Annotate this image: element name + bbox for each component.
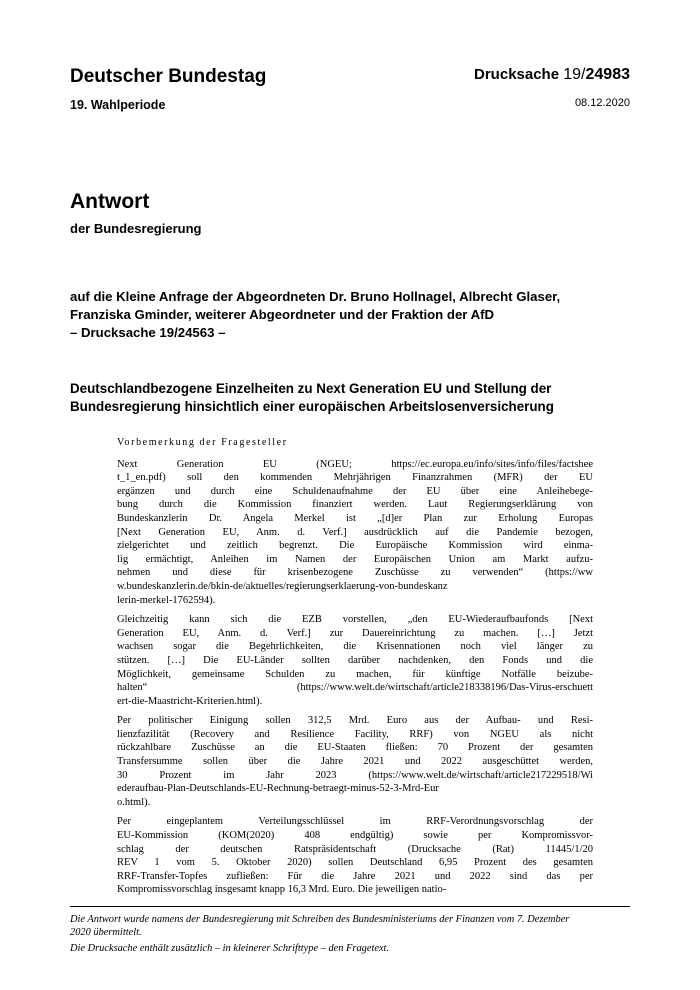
footnote-line: Die Drucksache enthält zusätzlich – in kleinerer Schrifttype – den Fragetext. [70, 943, 390, 954]
footnote-line: Die Antwort wurde namens der Bundesregierung mit Schreiben des Bundesministeriums der Finanzen vom 7. Dezember [70, 914, 570, 925]
paragraph-line: zielgerichtet und zeitlich begrenzt. Die Europäische Kommission wird einma- [117, 540, 593, 552]
paragraph-line: EU-Kommission (KOM(2020) 408 endgültig) sowie per Kompromissvor- [117, 830, 593, 842]
paragraph-line: Generation EU, Anm. d. Verf.] zur Dauereinrichtung zu machen. […] Jetzt [117, 627, 593, 639]
drucksache-prefix: 19/ [563, 66, 586, 83]
paragraph-line: Gleichzeitig kann sich die EZB vorstellen, „den EU-Wiederaufbaufonds [Next [117, 614, 593, 626]
body-paragraph [117, 714, 593, 809]
paragraph-line: o.html). [117, 796, 151, 808]
paragraph-line: bung durch die Kommission finanziert werden. Laut Regierungserklärung von [117, 499, 593, 511]
paragraph-line: t_1_en.pdf) soll den kommenden Mehrjährigen Finanzrahmen (MFR) der EU [117, 472, 593, 484]
paragraph-line: Next Generation EU (NGEU; https://ec.europa.eu/info/sites/info/files/factshee [117, 458, 593, 470]
paragraph-line: nehmen und diese für krisenbezogene Zuschüsse zu verwenden“ (https://ww [117, 567, 593, 579]
paragraph-line: ergänzen und durch eine Schuldenaufnahme der EU über eine Anleihebege- [117, 485, 593, 497]
paragraph-line: ert-die-Maastricht-Kriterien.html). [117, 695, 263, 707]
footnote-line: 2020 übermittelt. [70, 927, 142, 938]
footnote-divider [70, 906, 630, 907]
paragraph-line: Per eingeplantem Verteilungsschlüssel im RRF-Verordnungsvorschlag der [117, 816, 593, 828]
paragraph-line: Möglichkeit, gemeinsame Schulden zu machen, für künftige Notfälle beizube- [117, 668, 593, 680]
preliminary-remarks [117, 436, 593, 903]
paragraph-list [117, 458, 593, 897]
paragraph-line: 30 Prozent im Jahr 2023 (https://www.welt.de/wirtschaft/article217229518/Wi [117, 769, 593, 781]
paragraph-line: Bundeskanzlerin Dr. Angela Merkel ist „[d]er Plan zur Erholung Europas [117, 512, 593, 524]
document-subtitle: der Bundesregierung [70, 221, 202, 236]
body-paragraph [117, 458, 593, 608]
paragraph-line: lienzfazilität (Recovery and Resilience Facility, RRF) von NGEU als nicht [117, 728, 593, 740]
body-paragraph [117, 613, 593, 708]
drucksache-label: Drucksache [474, 66, 560, 83]
footnotes [70, 913, 650, 955]
legislative-period: 19. Wahlperiode [70, 98, 166, 112]
paragraph-line: schlag der deutschen Ratspräsidentschaft (Drucksache (Rat) 11445/1/20 [117, 843, 593, 855]
paragraph-line: RRF-Transfer-Topfes zufließen: Für die Jahre 2021 und 2022 sind das per [117, 870, 593, 882]
paragraph-line: Kompromissvorschlag insgesamt knapp 16,3 Mrd. Euro. Die jeweiligen natio- [117, 884, 447, 896]
document-title: Antwort [70, 190, 150, 213]
paragraph-line: [Next Generation EU, Anm. d. Verf.] ausdrücklich auf die Pandemie bezogen, [117, 526, 593, 538]
anfrage-line: auf die Kleine Anfrage der Abgeordneten Dr. Bruno Hollnagel, Albrecht Glaser, [70, 289, 561, 304]
document-header-right [474, 66, 630, 109]
topic-line: Deutschlandbezogene Einzelheiten zu Next Generation EU und Stellung der [70, 381, 552, 396]
institution-name: Deutscher Bundestag [70, 66, 267, 87]
paragraph-line: lerin-merkel-1762594). [117, 594, 216, 606]
body-paragraph [117, 815, 593, 897]
paragraph-line: lig ermächtigt, Anleihen im Namen der Europäischen Union am Markt aufzu- [117, 553, 593, 565]
anfrage-reference [70, 288, 640, 342]
preliminary-remarks-heading: Vorbemerkung der Fragesteller [117, 437, 288, 448]
paragraph-line: stützen. […] Die EU-Länder sollten darüber nachdenken, den Fonds und die [117, 654, 593, 666]
document-header-left [70, 66, 266, 112]
paragraph-line: Per politischer Einigung sollen 312,5 Mrd. Euro aus der Aufbau- und Resi- [117, 715, 593, 727]
topic-heading [70, 380, 640, 416]
paragraph-line: w.bundeskanzlerin.de/bkin-de/aktuelles/regierungserklaerung-von-bundeskanz [117, 580, 448, 592]
anfrage-line: Franziska Gminder, weiterer Abgeordneter und der Fraktion der AfD [70, 307, 495, 322]
paragraph-line: wachsen sogar die Begehrlichkeiten, die Krisennationen noch viel länger zu [117, 641, 593, 653]
paragraph-line: ederaufbau-Plan-Deutschlands-EU-Rechnung-betraegt-minus-52-3-Mrd-Eur [117, 783, 439, 795]
paragraph-line: halten“ (https://www.welt.de/wirtschaft/article218338196/Das-Virus-erschuett [117, 682, 593, 694]
topic-line: Bundesregierung hinsichtlich einer europäischen Arbeitslosenversicherung [70, 399, 554, 414]
drucksache-number [474, 66, 630, 84]
paragraph-line: Transfersumme sollen über die Jahre 2021 und 2022 ausgeschüttet werden, [117, 756, 593, 768]
anfrage-line: – Drucksache 19/24563 – [70, 325, 226, 340]
drucksache-digits: 24983 [585, 66, 630, 83]
paragraph-line: REV 1 vom 5. Oktober 2020) sollen Deutschland 6,95 Prozent des gesamten [117, 857, 593, 869]
paragraph-line: rückzahlbare Zuschüsse an die EU-Staaten fließen: 70 Prozent der gesamten [117, 742, 593, 754]
document-date: 08.12.2020 [574, 97, 630, 109]
